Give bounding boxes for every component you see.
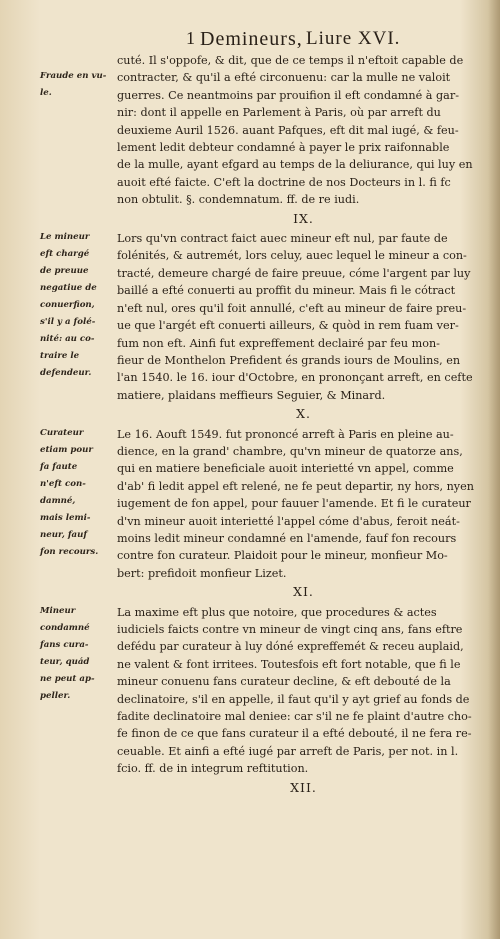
paragraph-xi: La maxime eft plus que notoire, que procedures & actes iudiciels faicts contre vn mineur de vingt cinq ans, fans eftre defédu par curateur à luy dóné expreffemét & receu auplaid, ne valent & font irritees. Toutesfois eft fort notable, que fi le mineur conuenu fans curateur decline, & eft debouté de la declinatoire, s'il en appelle, il faut qu'il y ayt grief au fonds de fadite declinatoire mal deniee: car s'il ne fe plaint d'autre cho- fe finon de ce que fans curateur il a efté debouté, il ne fera re- ceuable. Et ainfi a efté iugé par arreft de Paris, per not. in l. fcio. ff. de in integrum reftitution. [117,605,472,776]
margin-note-minor-proof: Le mineur eft chargé de preuue negatiue de conuerfion, s'il y a folé- nité: au co- traire le defendeur. [40,232,97,378]
margin-note-fraud: Fraude en vu- le. [40,71,107,98]
running-header [0,10,500,50]
margin-note-minor-condemned: Mineur condamné fans cura- teur, quád ne peut ap- peller. [40,606,95,701]
folio-number: 1 [186,28,195,48]
book-number: Liure XVI. [306,28,401,49]
main-text-column [117,52,490,799]
paragraph-ix: Lors qu'vn contract faict auec mineur eft nul, par faute de folénités, & autremét, lors celuy, auec lequel le mineur a con- tracté, demeure chargé de faire preuue, cóme l'argent par luy baillé a efté conuerti au proffit du mineur. Mais fi le cótract n'eft nul, ores qu'il foit annullé, c'eft au mineur de faire preu- ue que l'argét eft conuerti ailleurs, & quòd in rem fuam ver- fum non eft. Ainfi fut expreffement declairé par feu mon- fieur de Monthelon Prefident és grands iours de Moulins, en l'an 1540. le 16. iour d'Octobre, en prononçant arreft, en cefte matiere, plaidans meffieurs Seguier, & Minard. [117,232,473,402]
section-number-ix: IX. [293,210,314,226]
paragraph-continued: cuté. Il s'oppofe, & dit, que de ce temps il n'eftoit capable de contracter, & qu'il a efté circonuenu: car la mulle ne valoit guerres. Ce neantmoins par prouifion il eft condamné à gar- nir: dont il appelle en Parlement à Paris, où par arreft du deuxieme Auril 1526. auant Pafques, eft dit mal iugé, & feu- lement ledit debteur condamné à payer le prix raifonnable de la mulle, ayant efgard au temps de la deliurance, qui luy en auoit efté faicte. C'eft la doctrine de nos Docteurs in l. fi fc non obtulit. §. condemnatum. ff. de re iudi. [117,54,473,207]
section-number-x: X. [296,406,311,422]
margin-note-curator: Curateur etiam pour fa faute n'eft con- damné, mais lemi- neur, fauf fon recours. [40,428,99,557]
running-title: Demineurs, [200,28,303,50]
section-number-xii: XII. [290,779,317,795]
section-number-xi: XI. [293,584,314,600]
paragraph-x: Le 16. Aouft 1549. fut prononcé arreft à Paris en pleine au- dience, en la grand' chambre, qu'vn mineur de quatorze ans, qui en matiere beneficiale auoit interietté vn appel, comme d'ab' fi ledit appel eft relené, ne fe peut departir, ny hors, nyen iugement de fon appel, pour fauuer l'amende. Et fi le curateur d'vn mineur auoit interietté l'appel cóme d'abus, feroit neát- moins ledit mineur condamné en l'amende, fauf fon recours contre fon curateur. Plaidoit pour le mineur, monfieur Mo- bert: prefidoit monfieur Lizet. [117,427,474,580]
